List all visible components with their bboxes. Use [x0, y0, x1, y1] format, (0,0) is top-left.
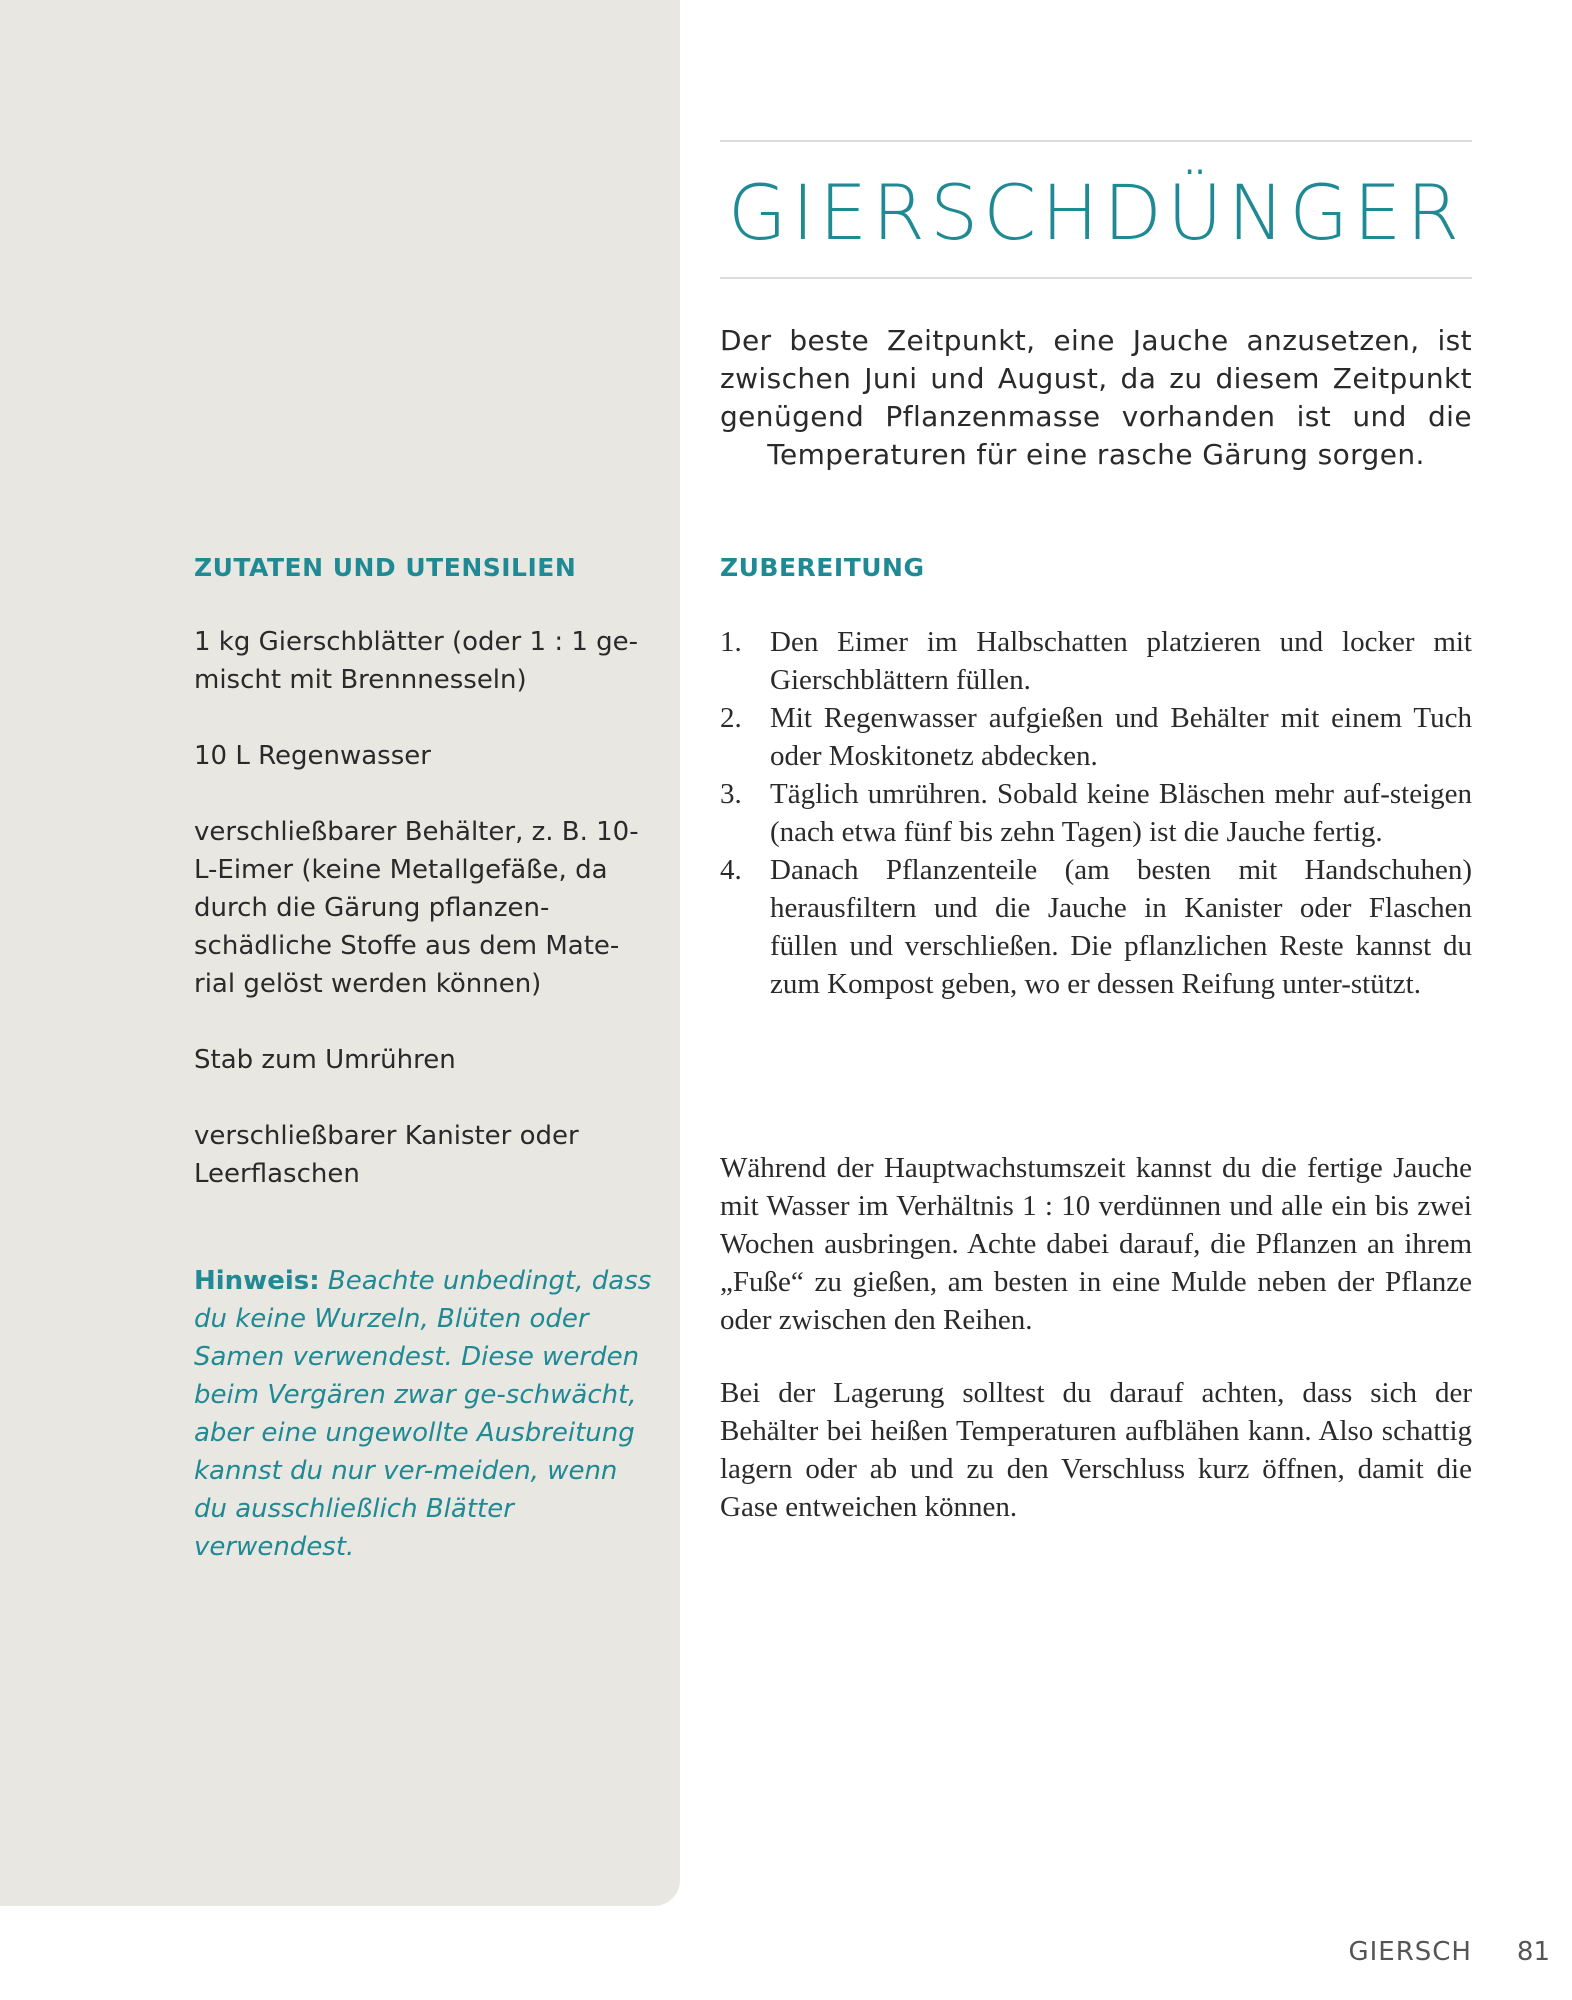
preparation-steps — [720, 623, 1472, 1003]
storage-paragraph: Bei der Lagerung solltest du darauf achten, dass sich der Behälter bei heißen Temperaturen aufblähen kann. Also schattig lagern oder ab und zu den Verschluss kurz öffnen, damit die Gase entweichen können. — [720, 1377, 1472, 1523]
ingredients-heading: ZUTATEN UND UTENSILIEN — [194, 553, 577, 582]
step-number: 3. — [720, 778, 742, 810]
hint-box — [194, 1262, 654, 1566]
ingredients-list — [194, 623, 654, 1231]
hint-text: Beachte unbedingt, dass du keine Wurzeln, Blüten oder Samen verwendest. Diese werden beim Vergären zwar ge-schwächt, aber eine ungewollte Ausbreitung kannst du nur ver-meiden, wenn du ausschließlich Blätter verwendest. — [194, 1266, 652, 1562]
footer-section-label: GIERSCH — [1348, 1937, 1472, 1967]
step-text: Den Eimer im Halbschatten platzieren und locker mit Gierschblättern füllen. — [770, 626, 1472, 696]
step-item — [720, 623, 1472, 699]
step-number: 1. — [720, 626, 742, 658]
page-title: GIERSCHDÜNGER — [727, 168, 1465, 257]
step-number: 2. — [720, 702, 742, 734]
step-number: 4. — [720, 854, 742, 886]
step-text: Mit Regenwasser aufgießen und Behälter mit einem Tuch oder Moskitonetz abdecken. — [770, 702, 1472, 772]
page-number: 81 — [1516, 1937, 1550, 1967]
title-rule-bottom — [720, 277, 1472, 279]
intro-text: Der beste Zeitpunkt, eine Jauche anzusetzen, ist zwischen Juni und August, da zu diesem Zeitpunkt genügend Pflanzenmasse vorhanden ist und die Temperaturen für eine rasche Gärung sorgen. — [720, 324, 1472, 471]
step-item — [720, 699, 1472, 775]
preparation-heading: ZUBEREITUNG — [720, 553, 925, 582]
dilution-paragraph: Während der Hauptwachstumszeit kannst du die fertige Jauche mit Wasser im Verhältnis 1 : 10 verdünnen und alle ein bis zwei Wochen ausbringen. Achte dabei darauf, die Pflanzen an ihrem „Fuße“ zu gießen, am besten in eine Mulde neben der Pflanze oder zwischen den Reihen. — [720, 1152, 1472, 1336]
step-text: Täglich umrühren. Sobald keine Bläschen mehr auf-steigen (nach etwa fünf bis zehn Tagen) ist die Jauche fertig. — [770, 778, 1472, 848]
ingredient-item: 1 kg Gierschblätter (oder 1 : 1 ge-mischt mit Brennnesseln) — [194, 627, 639, 695]
ingredient-item: Stab zum Umrühren — [194, 1045, 456, 1075]
hint-label: Hinweis: — [194, 1266, 320, 1296]
ingredient-item: verschließbarer Behälter, z. B. 10-L-Eimer (keine Metallgefäße, da durch die Gärung pflanzen-schädliche Stoffe aus dem Mate-rial gelöst werden können) — [194, 817, 639, 999]
step-item — [720, 851, 1472, 1003]
title-rule-top — [720, 140, 1472, 142]
step-item — [720, 775, 1472, 851]
step-text: Danach Pflanzenteile (am besten mit Handschuhen) herausfiltern und die Jauche in Kanister oder Flaschen füllen und verschließen. Die pflanzlichen Reste kannst du zum Kompost geben, wo er dessen Reifung unter-stützt. — [770, 854, 1472, 1000]
ingredient-item: verschließbarer Kanister oder Leerflaschen — [194, 1121, 579, 1189]
ingredient-item: 10 L Regenwasser — [194, 741, 431, 771]
